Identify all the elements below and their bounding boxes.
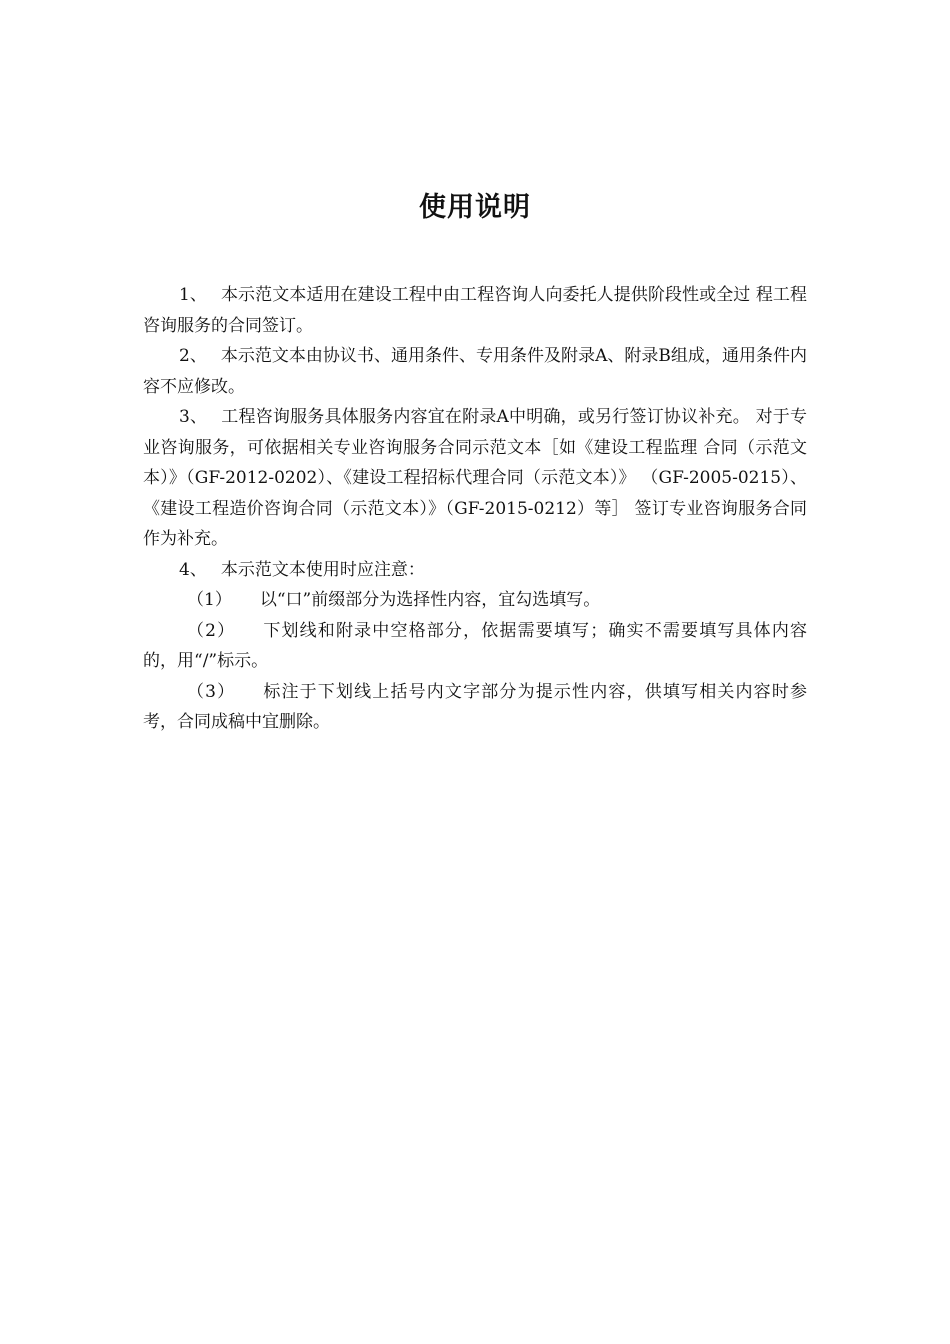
page-title: 使用说明 bbox=[419, 192, 531, 223]
instruction-item-1 bbox=[143, 280, 807, 341]
subitem-text: 以“口”前缀部分为选择性内容，宜勾选填写。 bbox=[259, 590, 601, 610]
instruction-item-3 bbox=[143, 402, 807, 555]
item-text: 本示范文本由协议书、通用条件、专用条件及附录A、附录B组成，通用条件内容不应修改。 bbox=[143, 346, 807, 397]
subitem-number: （2） bbox=[187, 620, 236, 641]
item-number: 1、 bbox=[179, 285, 207, 305]
subitem-text: 下划线和附录中空格部分，依据需要填写；确实不需要填写具体内容 的，用“/”标示。 bbox=[143, 620, 807, 671]
item-number: 3、 bbox=[179, 407, 208, 427]
item-text: 工程咨询服务具体服务内容宜在附录A中明确，或另行签订协议补充。 对于专业咨询服务，可依据相关专业咨询服务合同示范文本［如《建设工程监理 合同（示范文本）》（GF-2012-0202）、《建设工程招标代理合同（示范文本）》 （GF-2005-0215）、《建设工程造价咨询合同（示范文本）》（GF-2015-0212）等］ 签订专业咨询服务合同作为补充。 bbox=[143, 407, 807, 549]
subitem-text: 标注于下划线上括号内文字部分为提示性内容，供填写相关内容时参 考，合同成稿中宜删除。 bbox=[143, 681, 807, 732]
instruction-item-4 bbox=[143, 555, 807, 586]
instruction-subitem-2 bbox=[143, 616, 807, 677]
instructions-body bbox=[143, 280, 807, 738]
item-text: 本示范文本使用时应注意： bbox=[220, 559, 425, 580]
instruction-item-2 bbox=[143, 341, 807, 402]
subitem-number: （1） bbox=[187, 590, 232, 610]
item-text: 本示范文本适用在建设工程中由工程咨询人向委托人提供阶段性或全过 程工程咨询服务的合同签订。 bbox=[143, 285, 807, 336]
instruction-subitem-3 bbox=[143, 677, 807, 738]
item-number: 4、 bbox=[179, 559, 207, 580]
item-number: 2、 bbox=[179, 346, 207, 366]
instruction-subitem-1 bbox=[143, 585, 807, 616]
subitem-number: （3） bbox=[187, 681, 236, 702]
